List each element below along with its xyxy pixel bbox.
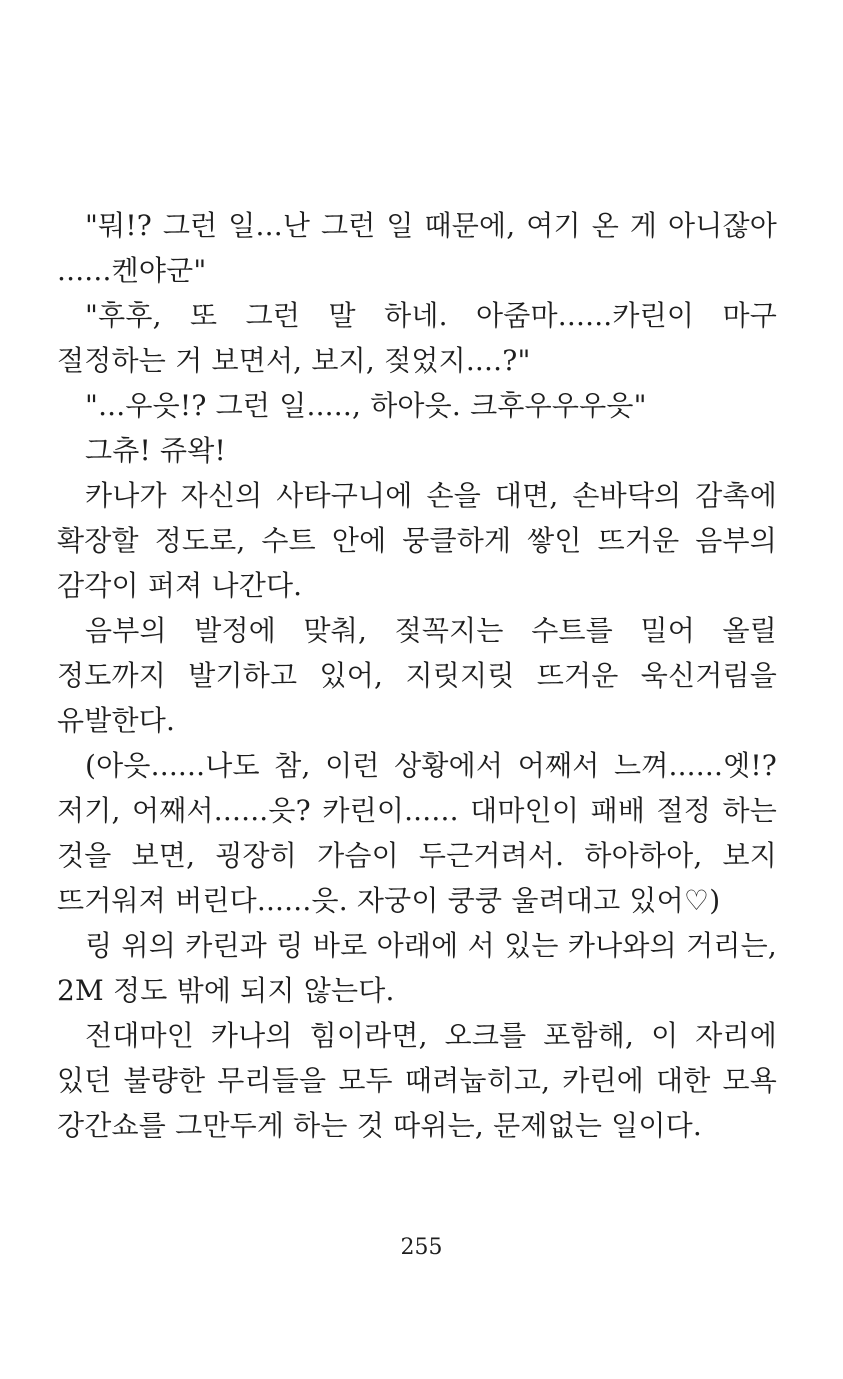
body-text	[57, 203, 787, 1148]
dialogue-line-1: "뭐!? 그런 일...난 그런 일 때문에, 여기 온 게 아니잖아 ......켄야군"	[57, 209, 787, 287]
narration-paragraph-1: 카나가 자신의 사타구니에 손을 대면, 손바닥의 감촉에 확장할 정도로, 수트 안에 뭉클하게 쌓인 뜨거운 음부의 감각이 퍼져 나간다.	[57, 479, 787, 602]
narration-paragraph-4: 전대마인 카나의 힘이라면, 오크를 포함해, 이 자리에 있던 불량한 무리들을 모두 때려눕히고, 카린에 대한 모욕 강간쇼를 그만두게 하는 것 따위는, 문제없는 일이다.	[57, 1019, 787, 1142]
dialogue-line-3: "...우읏!? 그런 일....., 하아읏. 크후우우우읏"	[85, 389, 647, 422]
dialogue-line-2: "후후, 또 그런 말 하네. 아줌마......카린이 마구 절정하는 거 보면서, 보지, 젖었지....?"	[57, 299, 787, 377]
page-number: 255	[400, 1235, 443, 1260]
inner-monologue-paragraph: (아읏......나도 참, 이런 상황에서 어째서 느껴......엣!? 저기, 어째서......읏? 카린이...... 대마인이 패배 절정 하는 것을 보면, 굉장히 가슴이 두근거려서. 하아하아, 보지 뜨거워져 버린다......읏. 자궁이 쿵쿵 울려대고 있어♡)	[57, 749, 787, 917]
narration-paragraph-3: 링 위의 카린과 링 바로 아래에 서 있는 카나와의 거리는, 2M 정도 밖에 되지 않는다.	[57, 929, 787, 1007]
narration-paragraph-2: 음부의 발정에 맞춰, 젖꼭지는 수트를 밀어 올릴 정도까지 발기하고 있어, 지릿지릿 뜨거운 욱신거림을 유발한다.	[57, 614, 787, 737]
sound-effect-line: 그츄! 쥬왁!	[85, 434, 226, 467]
